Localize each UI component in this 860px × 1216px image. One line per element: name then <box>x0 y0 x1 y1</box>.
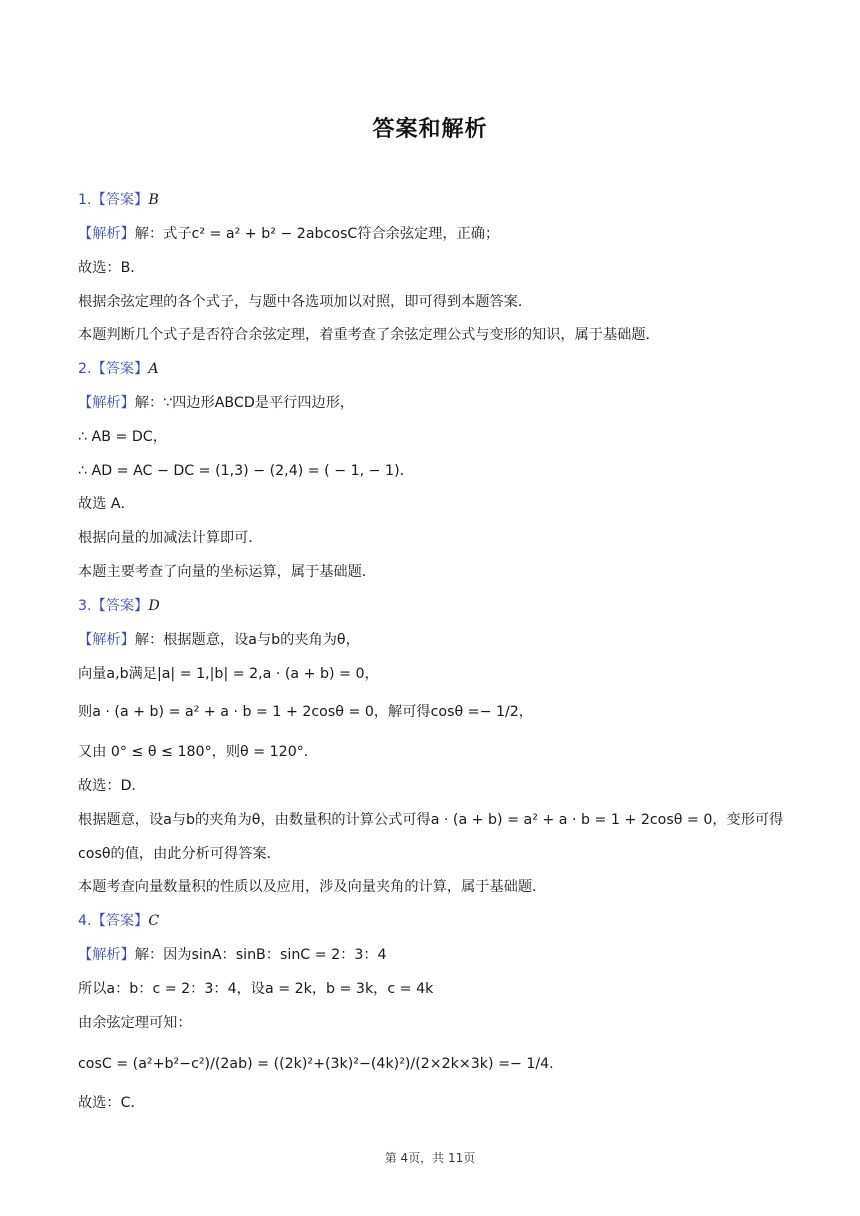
question-number: 1. <box>78 192 92 208</box>
text-line: 故选：B． <box>78 260 145 276</box>
answer-letter: B <box>148 192 159 208</box>
text-line: 故选：C． <box>78 1095 145 1111</box>
text-line: cosθ的值，由此分析可得答案． <box>78 846 281 862</box>
analysis-text: 解：式子c² = a² + b² − 2abcosC符合余弦定理，正确； <box>134 226 500 242</box>
answer-line-q3 <box>78 596 790 616</box>
text-line: 所以a：b：c = 2：3：4，设a = 2k，b = 3k，c = 4k <box>78 981 434 997</box>
answer-line-q4 <box>78 911 790 931</box>
text-line: 故选 A． <box>78 496 135 512</box>
analysis-line <box>78 393 790 413</box>
analysis-tag: 【解析】 <box>78 395 135 411</box>
question-number: 2. <box>78 361 92 377</box>
text-line: 根据余弦定理的各个式子，与题中各选项加以对照，即可得到本题答案． <box>78 294 533 310</box>
analysis-tag: 【解析】 <box>78 632 135 648</box>
analysis-line <box>78 224 790 244</box>
question-number: 4. <box>78 913 92 929</box>
analysis-tag: 【解析】 <box>78 226 135 242</box>
formula-line: cosC = (a²+b²−c²)/(2ab) = ((2k)²+(3k)²−(4k)²)/(2×2k×3k) =− 1/4. <box>78 1056 554 1072</box>
page-title: 答案和解析 <box>372 117 488 142</box>
answer-letter: A <box>148 361 159 377</box>
text-line: 本题判断几个式子是否符合余弦定理，着重考查了余弦定理公式与变形的知识，属于基础题． <box>78 327 660 343</box>
text-line: ∴ AB = DC， <box>78 429 167 445</box>
answer-letter: D <box>148 598 160 614</box>
text-line: 又由 0° ≤ θ ≤ 180°，则θ = 120°． <box>78 744 318 760</box>
text-line: ∴ AD = AC − DC = (1,3) − (2,4) = ( − 1, − 1)． <box>78 463 414 479</box>
question-number: 3. <box>78 598 92 614</box>
text-line: 向量a,b满足|a| = 1,|b| = 2,a · (a + b) = 0， <box>78 666 379 682</box>
analysis-text: 解：根据题意，设a与b的夹角为θ， <box>134 632 360 648</box>
text-line: 故选：D． <box>78 778 146 794</box>
text-line: 本题考查向量数量积的性质以及应用，涉及向量夹角的计算，属于基础题． <box>78 879 547 895</box>
answer-tag: 【答案】 <box>91 361 149 377</box>
text-line: 由余弦定理可知： <box>78 1015 192 1031</box>
text-line: 根据向量的加减法计算即可． <box>78 530 263 546</box>
analysis-line <box>78 630 790 650</box>
answer-tag: 【答案】 <box>91 598 149 614</box>
page-footer: 第 4页，共 11页 <box>384 1151 476 1165</box>
text-line: 根据题意，设a与b的夹角为θ，由数量积的计算公式可得a · (a + b) = a² + a · b = 1 + 2cosθ = 0，变形可得 <box>78 812 784 828</box>
analysis-line <box>78 945 790 965</box>
analysis-text: 解：因为sinA：sinB：sinC = 2：3：4 <box>134 947 387 963</box>
answer-line-q2 <box>78 359 790 379</box>
answer-letter: C <box>148 913 160 929</box>
answer-tag: 【答案】 <box>91 913 149 929</box>
text-line: 本题主要考查了向量的坐标运算，属于基础题． <box>78 564 376 580</box>
answer-tag: 【答案】 <box>91 192 149 208</box>
analysis-text: 解：∵四边形ABCD是平行四边形， <box>134 395 355 411</box>
analysis-tag: 【解析】 <box>78 947 135 963</box>
text-line: 则a · (a + b) = a² + a · b = 1 + 2cosθ = 0，解可得cosθ =− 1/2， <box>78 704 533 720</box>
answer-line-q1 <box>78 190 790 210</box>
